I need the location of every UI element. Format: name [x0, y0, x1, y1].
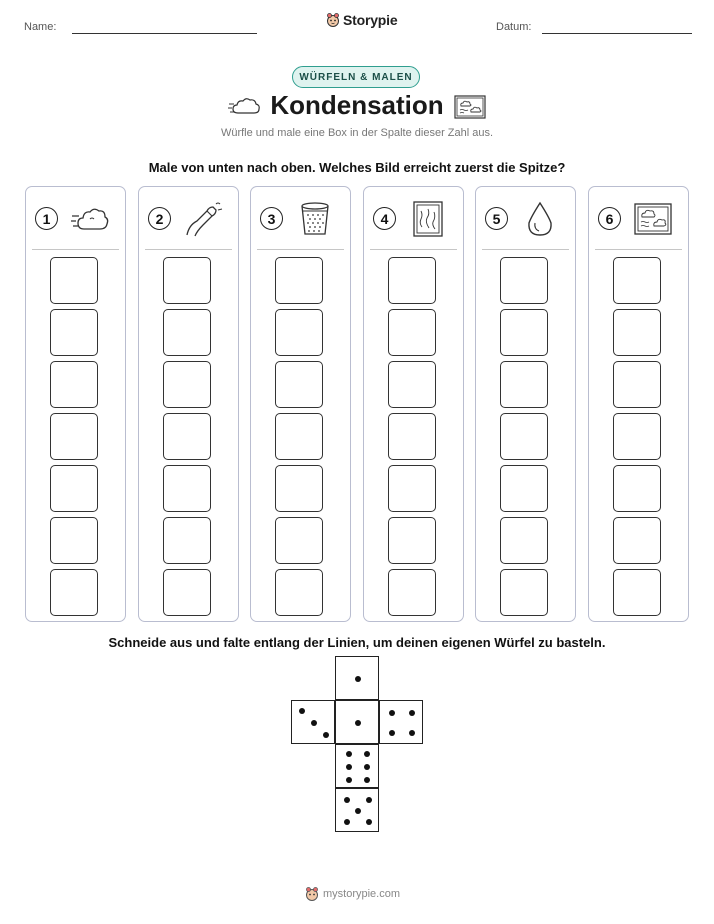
color-box[interactable]	[388, 517, 436, 564]
die-face-5	[335, 788, 379, 832]
die-face-3	[291, 700, 335, 744]
color-box[interactable]	[275, 517, 323, 564]
color-box[interactable]	[613, 465, 661, 512]
die-pip	[366, 819, 372, 825]
activity-badge: WÜRFELN & MALEN	[292, 66, 420, 88]
steam-cloud-icon	[228, 95, 262, 117]
color-box[interactable]	[500, 517, 548, 564]
brand-name: Storypie	[343, 12, 398, 28]
color-box[interactable]	[500, 465, 548, 512]
column-2	[138, 186, 239, 622]
color-box[interactable]	[50, 413, 98, 460]
color-box[interactable]	[388, 257, 436, 304]
footer	[305, 886, 400, 902]
color-box[interactable]	[163, 361, 211, 408]
storypie-mascot-icon	[305, 886, 319, 902]
die-face-6	[335, 744, 379, 788]
color-box[interactable]	[500, 257, 548, 304]
column-number: 5	[485, 207, 508, 230]
name-label: Name:	[24, 21, 57, 33]
column-number: 6	[598, 207, 621, 230]
color-box[interactable]	[613, 517, 661, 564]
die-pip	[346, 777, 352, 783]
column-1	[25, 186, 126, 622]
die-pip	[355, 720, 361, 726]
clouds-picture-icon	[454, 95, 486, 119]
color-box[interactable]	[388, 361, 436, 408]
color-box[interactable]	[613, 309, 661, 356]
die-pip	[409, 730, 415, 736]
footer-url: mystorypie.com	[323, 888, 401, 900]
color-box[interactable]	[163, 413, 211, 460]
date-line[interactable]	[542, 33, 692, 34]
die-pip	[389, 710, 395, 716]
clouds-picture-icon	[633, 201, 673, 237]
color-box[interactable]	[275, 361, 323, 408]
color-box[interactable]	[388, 465, 436, 512]
cold-glass-icon	[295, 201, 335, 237]
color-box[interactable]	[163, 569, 211, 616]
color-box[interactable]	[613, 413, 661, 460]
color-box[interactable]	[163, 517, 211, 564]
color-box[interactable]	[275, 309, 323, 356]
column-number: 1	[35, 207, 58, 230]
color-box[interactable]	[50, 361, 98, 408]
color-box[interactable]	[50, 309, 98, 356]
die-pip	[311, 720, 317, 726]
die-pip	[366, 797, 372, 803]
die-pip	[344, 819, 350, 825]
color-box[interactable]	[275, 257, 323, 304]
column-number: 3	[260, 207, 283, 230]
steam-cloud-icon	[70, 201, 110, 237]
die-face-1	[335, 700, 379, 744]
color-box[interactable]	[613, 257, 661, 304]
color-box[interactable]	[50, 465, 98, 512]
color-box[interactable]	[163, 309, 211, 356]
color-box[interactable]	[500, 413, 548, 460]
page-subtitle: Würfle und male eine Box in der Spalte dieser Zahl aus.	[220, 127, 494, 139]
die-pip	[299, 708, 305, 714]
foggy-window-icon	[408, 201, 448, 237]
name-line[interactable]	[72, 33, 257, 34]
storypie-mascot-icon	[326, 12, 340, 28]
color-box[interactable]	[163, 465, 211, 512]
color-box[interactable]	[388, 309, 436, 356]
die-pip	[409, 710, 415, 716]
column-5	[475, 186, 576, 622]
color-box[interactable]	[275, 413, 323, 460]
die-pip	[346, 764, 352, 770]
column-4	[363, 186, 464, 622]
die-pip	[346, 751, 352, 757]
die-pip	[364, 751, 370, 757]
die-pip	[364, 764, 370, 770]
water-drop-icon	[520, 201, 560, 237]
color-box[interactable]	[275, 569, 323, 616]
page-title: Kondensation	[270, 90, 444, 120]
date-label: Datum:	[496, 21, 532, 33]
column-number: 4	[373, 207, 396, 230]
column-3	[250, 186, 351, 622]
column-6	[588, 186, 689, 622]
color-box[interactable]	[613, 361, 661, 408]
die-face-4	[379, 700, 423, 744]
color-box[interactable]	[388, 413, 436, 460]
die-pip	[344, 797, 350, 803]
die-pip	[355, 808, 361, 814]
color-box[interactable]	[500, 361, 548, 408]
color-box[interactable]	[50, 257, 98, 304]
column-number: 2	[148, 207, 171, 230]
color-box[interactable]	[500, 309, 548, 356]
instruction-top: Male von unten nach oben. Welches Bild erreicht zuerst die Spitze?	[148, 160, 566, 175]
die-pip	[389, 730, 395, 736]
color-box[interactable]	[50, 569, 98, 616]
die-pip	[323, 732, 329, 738]
color-box[interactable]	[388, 569, 436, 616]
color-box[interactable]	[275, 465, 323, 512]
color-box[interactable]	[50, 517, 98, 564]
kettle-spout-icon	[183, 201, 223, 237]
instruction-bottom: Schneide aus und falte entlang der Linien, um deinen eigenen Würfel zu basteln.	[108, 635, 606, 650]
die-pip	[355, 676, 361, 682]
color-box[interactable]	[500, 569, 548, 616]
die-pip	[364, 777, 370, 783]
color-box[interactable]	[163, 257, 211, 304]
color-box[interactable]	[613, 569, 661, 616]
die-face-1	[335, 656, 379, 700]
brand-logo	[326, 12, 397, 28]
